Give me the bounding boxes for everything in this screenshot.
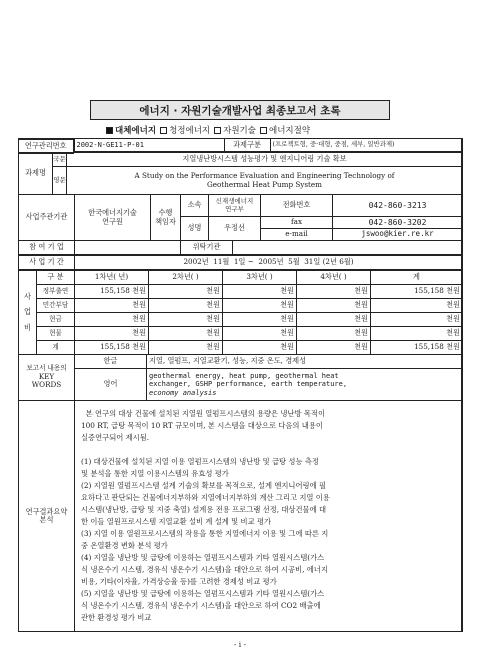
period-label: 사 업 기 간 [19,256,75,270]
report-title: 에너지 · 자원기술개발사업 최종보고서 초록 [139,104,341,117]
mgmt-label: 연구관리번호 [18,139,74,154]
email-value: jswoo@kier.re.kr [333,229,463,241]
dept-value [209,195,261,217]
title-box [90,100,390,120]
exec-label-line-2: 책임자 [155,216,176,226]
fax-value: 042-860-3202 [333,217,463,229]
budget-header: 4차년( ) [297,271,371,285]
budget-row [19,299,463,313]
project-ko-label: 국문 [53,153,67,167]
budget-row-label: 현물 [37,327,75,341]
keywords-label-3: WORDS [31,380,62,390]
keywords-en-line-3: economy analysis [149,388,217,397]
summary-body [75,401,463,632]
project-en-title [67,167,463,195]
checkbox-icon[interactable] [106,127,113,134]
tel-label: 전화번호 [261,195,333,217]
org-name [75,195,151,241]
keywords-ko-label: 한글 [75,355,147,369]
keywords-en-line-2: exchanger, GSHP performance, earth temperature, [149,380,348,389]
summary-line: 한 이들 열원프로시스템 지열교환 설비 계 설계 및 비교 평가 [81,517,272,526]
mgmt-row [18,138,463,152]
participants-value [75,241,181,255]
budget-cell: 천원 [297,341,371,355]
budget-cell: 천원 [297,285,371,299]
keywords-en [147,369,463,401]
summary-table [18,400,463,632]
participants-row [18,240,463,255]
project-en-line-1: A Study on the Performance Evaluation and Engineering Technology of [134,171,395,181]
summary-label [19,401,75,632]
category-option[interactable] [156,126,210,136]
budget-cell: 천원 [149,341,223,355]
budget-row-label: 현금 [37,313,75,327]
budget-header: 구 분 [37,271,75,285]
keywords-ko: 지열, 열펌프, 지열교환기, 성능, 지중 온도, 경제성 [147,355,463,369]
budget-cell: 천원 [223,285,297,299]
checkbox-icon[interactable] [260,127,267,134]
summary-line [81,443,456,455]
summary-line: 식 냉온수기 시스템, 경유식 냉온수기 시스템)을 대안으로 하여 시공비, 에너지 [81,565,328,574]
checkbox-icon[interactable] [214,127,221,134]
category-label: 에너지절약 [268,126,311,136]
project-en-label: 영문 [53,167,67,195]
budget-row-label: 민간부담 [37,299,75,313]
budget-cell: 155,158 천원 [75,341,149,355]
summary-line: 본 연구의 대상 건물에 설치된 지열원 열펌프시스템의 용량은 냉난방 목적이 [81,409,326,418]
budget-row [19,341,463,355]
category-label: 청정에너지 [169,126,211,136]
person-value: 우정선 [209,217,261,241]
project-label: 과제명 [19,153,53,195]
budget-side-label: 사 업 비 [19,271,37,355]
summary-line: (2) 지열원 열펌프시스템 설계 기술의 확보를 목적으로, 설계 엔지니어링에 필 [81,481,326,490]
org-label: 사업주관기관 [19,195,75,241]
budget-cell: 155,158 천원 [371,341,463,355]
summary-label-1: 연구결과요약 [25,506,68,516]
budget-cell: 천원 [223,313,297,327]
budget-cell: 155,158 천원 [75,285,149,299]
category-row [102,124,402,136]
mgmt-value: 2002-N-GE11-P-01 [74,139,224,152]
org-name-line-2: 연구원 [102,216,123,226]
budget-header: 3차년( ) [223,271,297,285]
keywords-table [18,354,463,401]
type-label: 과제구분 [224,139,270,152]
budget-cell: 천원 [149,285,223,299]
summary-line: (1) 대상건물에 설치된 지열 이용 열펌프시스템의 냉난방 및 급탕 성능 측정 [81,457,319,466]
summary-line: 시스템(냉난방, 급탕 및 지중 축열) 설계용 전용 프로그램 선정, 대상건물에 대 [81,505,326,514]
budget-cell: 천원 [371,313,463,327]
budget-cell: 천원 [149,313,223,327]
budget-header: 계 [371,271,463,285]
budget-row-label: 계 [37,341,75,355]
budget-cell: 천원 [297,313,371,327]
participants-label: 참 여 기 업 [19,241,75,255]
period-value: 2002년 11월 1일 ~ 2005년 5월 31일 (2년 6월) [75,256,463,270]
person-label: 성명 [181,217,209,241]
budget-cell: 천원 [75,299,149,313]
category-option[interactable] [210,126,256,136]
exec-label [151,195,181,241]
dept-line-2: 연구부 [225,204,244,213]
keywords-label-2: KEY [38,372,55,381]
email-label: e-mail [261,229,333,241]
budget-cell: 천원 [371,299,463,313]
summary-line: 관한 환경성 평가 비교 [81,613,152,622]
fax-label: fax [261,217,333,229]
consign-label: 위탁기관 [181,241,233,255]
summary-line: 중 온열환경 변화 분석 평가 [81,541,168,550]
summary-line: 요하다고 판단되는 건물에너지부하와 지열에너지부하의 계산 그리고 지열 이용 [81,493,330,502]
project-ko-title: 지열냉난방시스템 성능평가 및 엔지니어링 기술 확보 [67,153,463,167]
org-row [18,194,463,241]
org-name-line-1: 한국에너지기술 [88,208,137,218]
budget-cell: 천원 [223,327,297,341]
checkbox-icon[interactable] [160,127,167,134]
project-row [18,152,463,195]
project-en-line-2: Geothermal Heat Pump System [207,179,322,189]
category-label: 대체에너지 [115,126,157,136]
budget-table [18,270,463,355]
category-option[interactable] [102,126,156,136]
budget-row [19,327,463,341]
budget-row [19,313,463,327]
keywords-label-1: 보고서 내용의 [26,364,67,373]
budget-row-label: 정부출연 [37,285,75,299]
budget-cell: 천원 [223,299,297,313]
budget-cell: 155,158 천원 [371,285,463,299]
budget-cell: 천원 [75,313,149,327]
summary-line: (5) 지열을 냉난방 및 급탕에 이용하는 열펌프시스템과 기타 열원시스템(가스 [81,589,325,598]
summary-line: 및 분석을 통한 지열 이용시스템의 유효성 평가 [81,469,229,478]
summary-line: (3) 지열 이용 열원프로시스템의 작용을 통한 지열에너지 이용 및 그에 따른 지 [81,529,329,538]
summary-line: 100 RT, 급탕 목적이 10 RT 규모이며, 본 시스템을 대상으로 다음의 내용이 [81,421,323,430]
consign-value [233,241,463,255]
budget-cell: 천원 [149,299,223,313]
summary-line: (4) 지열을 냉난방 및 급탕에 이용하는 열펌프시스템과 기타 열원시스템(가스 [81,553,325,562]
summary-line: 비용, 기타(이자율, 가격상승율 등)를 고려한 경제성 비교 평가 [81,577,277,586]
budget-row [19,285,463,299]
tel-value: 042-860-3213 [333,195,463,217]
keywords-en-line-1: geothermal energy, heat pump, geothermal heat [149,372,339,381]
budget-cell: 천원 [223,341,297,355]
dept-label: 소속 [181,195,209,217]
budget-header: 1차년( 년) [75,271,149,285]
budget-cell: 천원 [371,327,463,341]
summary-label-2: 본석 [39,515,54,524]
summary-line: 식 냉온수기 시스템, 경유식 냉온수기 시스템)을 대안으로 하여 CO2 배출에 [81,601,321,610]
budget-cell: 천원 [297,327,371,341]
type-value: (프로젝트형, 중·대형, 중점, 세부, 일반과제) [270,139,462,152]
budget-header: 2차년( ) [149,271,223,285]
budget-cell: 천원 [149,327,223,341]
dept-line-1: 신재생에너지 [215,197,254,206]
budget-cell: 천원 [75,327,149,341]
keywords-en-label: 영어 [75,369,147,401]
keywords-label [19,355,75,401]
summary-line: 실증연구되어 제시됨. [81,433,150,442]
page-number: - i - [233,639,247,649]
exec-label-line-1: 수행 [158,208,173,218]
category-option[interactable] [256,126,310,136]
budget-cell: 천원 [297,299,371,313]
category-label: 자원기술 [223,126,256,136]
period-row [18,255,463,270]
